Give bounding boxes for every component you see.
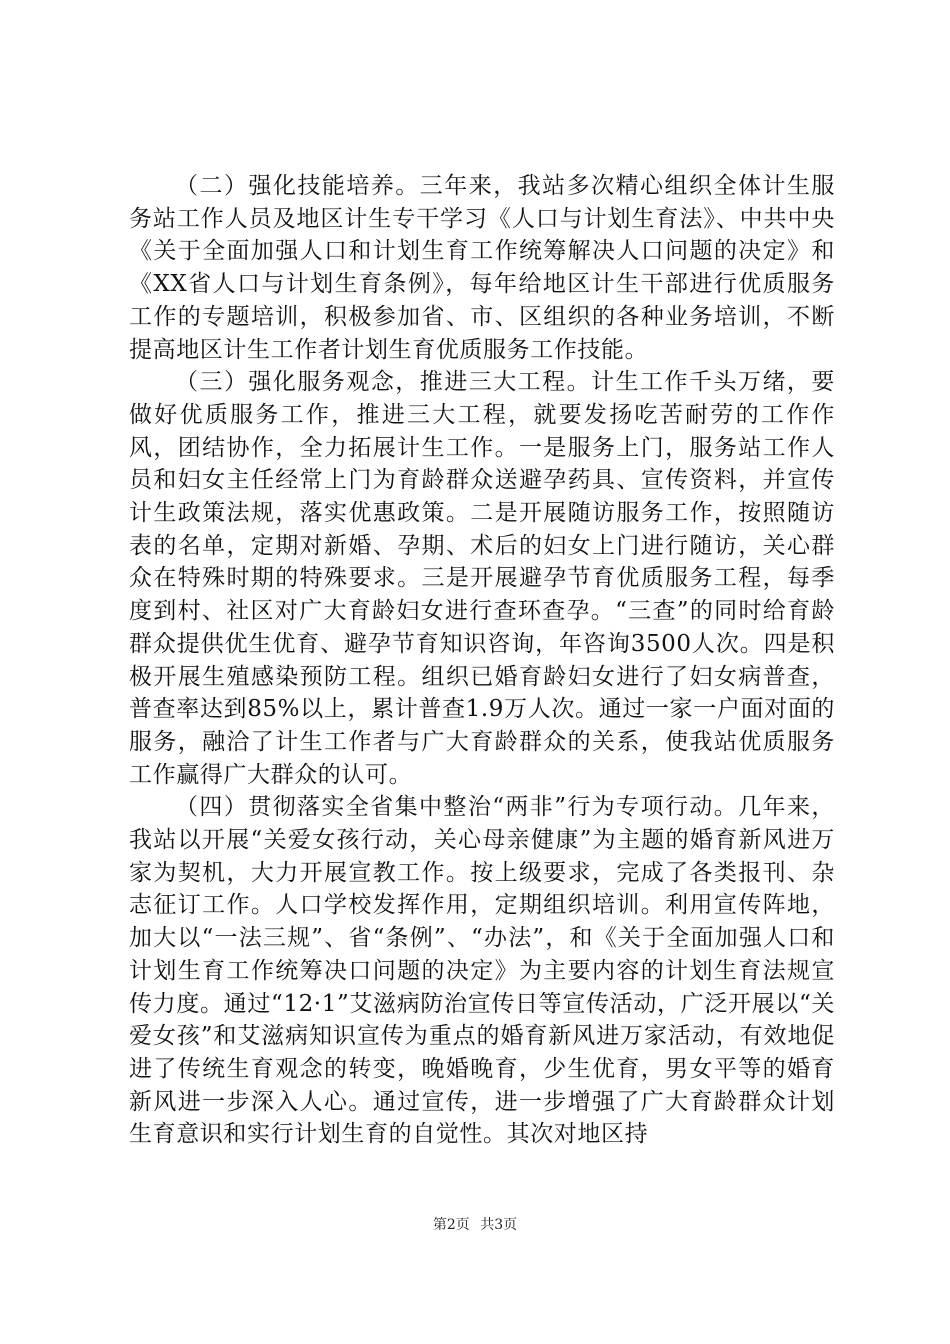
page-number-current: 第2页 xyxy=(432,1217,470,1233)
paragraph-skills-training: （二）强化技能培养。三年来，我站多次精心组织全体计生服务站工作人员及地区计生专干学习《人口与计划生育法》、中共中央《关于全面加强人口和计划生育工作统筹解决人口问题的决定》和《XX省人口与计划生育条例》，每年给地区计生干部进行优质服务工作的专题培训，积极参加省、市、区组织的各种业务培训，不断提高地区计生工作者计划生育优质服务工作技能。 xyxy=(129,173,835,363)
paragraph-service-concept: （三）强化服务观念，推进三大工程。计生工作千头万绪，要做好优质服务工作，推进三大工程，就要发扬吃苦耐劳的工作作风，团结协作，全力拓展计生工作。一是服务上门，服务站工作人员和妇女主任经常上门为育龄群众送避孕药具、宣传资料，并宣传计生政策法规，落实优惠政策。二是开展随访服务工作，按照随访表的名单，定期对新婚、孕期、术后的妇女上门进行随访，关心群众在特殊时期的特殊要求。三是开展避孕节育优质服务工程，每季度到村、社区对广大育龄妇女进行查环查孕。“三查”的同时给育龄群众提供优生优育、避孕节育知识咨询，年咨询3500人次。四是积极开展生殖感染预防工程。组织已婚育龄妇女进行了妇女病普查，普查率达到85%以上，累计普查1.9万人次。通过一家一户面对面的服务，融洽了计生工作者与广大育龄群众的关系，使我站优质服务工作赢得广大群众的认可。 xyxy=(129,369,835,788)
document-body xyxy=(129,170,835,1151)
paragraph-special-action: （四）贯彻落实全省集中整治“两非”行为专项行动。几年来，我站以开展“关爱女孩行动，关心母亲健康”为主题的婚育新风进万家为契机，大力开展宣教工作。按上级要求，完成了各类报刊、杂志征订工作。人口学校发挥作用，定期组织培训。利用宣传阵地，加大以“一法三规”、省“条例”、“办法”，和《关于全面加强人口和计划生育工作统筹决口问题的决定》为主要内容的计划生育法规宣传力度。通过“12·1”艾滋病防治宣传日等宣传活动，广泛开展以“关爱女孩”和艾滋病知识宣传为重点的婚育新风进万家活动，有效地促进了传统生育观念的转变，晚婚晚育，少生优育，男女平等的婚育新风进一步深入人心。通过宣传，进一步增强了广大育龄群众计划生育意识和实行计划生育的自觉性。其次对地区持 xyxy=(129,794,835,1148)
page-number-total: 共3页 xyxy=(480,1217,518,1233)
page-footer xyxy=(0,1215,950,1235)
